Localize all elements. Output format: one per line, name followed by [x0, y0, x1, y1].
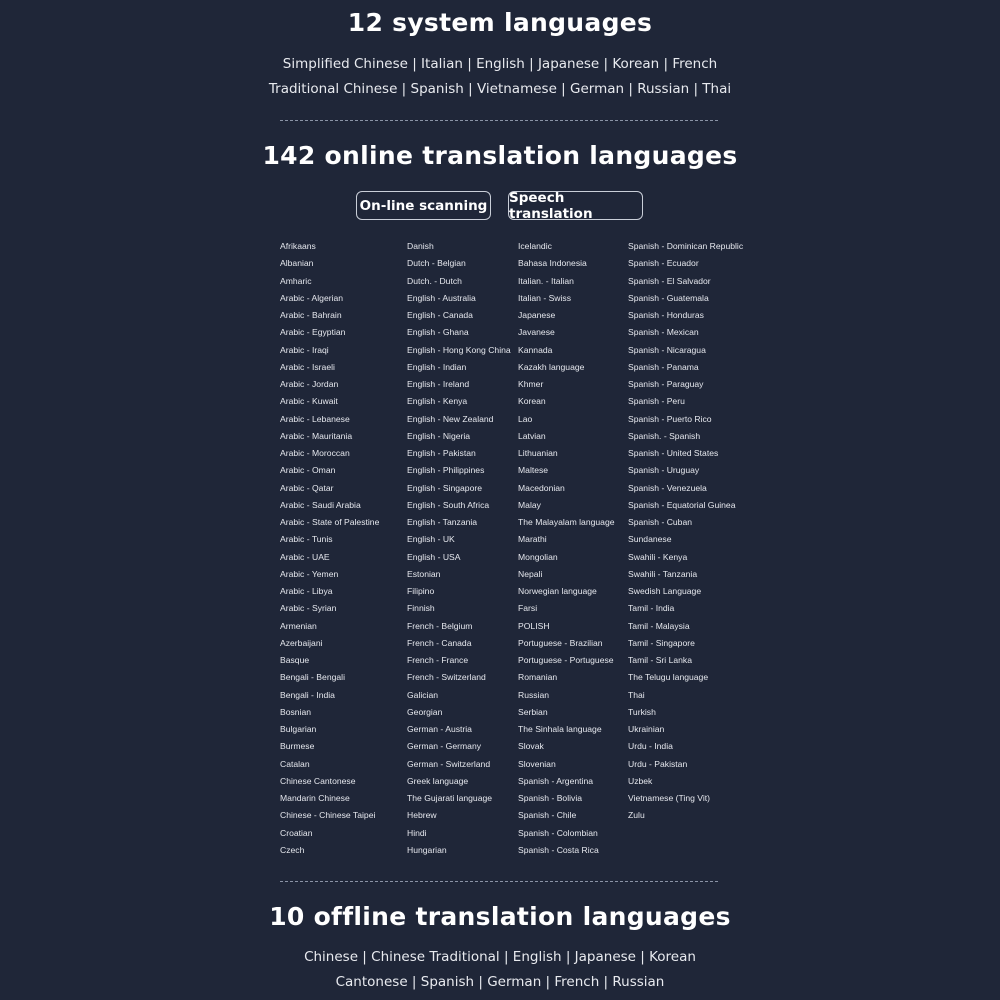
language-item: English - Hong Kong China [407, 344, 511, 355]
language-item: Tamil - Sri Lanka [628, 655, 692, 665]
language-item: French - France [407, 655, 469, 665]
language-item: Norwegian language [518, 586, 597, 596]
language-item: English - Kenya [407, 396, 468, 407]
language-item: Japanese [518, 310, 556, 320]
language-item: Czech [280, 844, 305, 855]
language-item: Maltese [518, 465, 549, 476]
language-item: Arabic - Israeli [280, 361, 335, 372]
language-item: Spanish - Puerto Rico [628, 413, 712, 424]
language-item: English - Tanzania [407, 517, 478, 527]
language-item: French - Belgium [407, 620, 473, 631]
language-item: POLISH [518, 620, 550, 631]
language-item: Tamil - Singapore [628, 637, 695, 648]
language-item: English - USA [407, 551, 461, 562]
language-item: Urdu - Pakistan [628, 758, 688, 769]
language-item: Estonian [407, 568, 441, 579]
language-item: Russian [518, 689, 550, 700]
language-item: Portuguese - Portuguese [518, 655, 614, 665]
language-item: Arabic - Egyptian [280, 327, 346, 338]
language-item: Italian. - Italian [518, 275, 574, 286]
language-item: Croatian [280, 827, 313, 838]
language-item: Finnish [407, 603, 435, 614]
language-item: Macedonian [518, 482, 565, 493]
language-item: German - Germany [407, 741, 482, 752]
language-item: The Sinhala language [518, 724, 602, 734]
language-item: English - UK [407, 534, 455, 545]
language-item: Tamil - India [628, 603, 675, 614]
language-item: Bengali - India [280, 689, 335, 700]
language-item: Marathi [518, 534, 547, 545]
online-scanning-button[interactable]: On-line scanning [356, 191, 491, 220]
language-item: Vietnamese (Ting Vit) [628, 793, 710, 803]
language-item: Lao [518, 413, 533, 424]
language-item: Spanish. - Spanish [628, 430, 701, 441]
language-item: Bengali - Bengali [280, 672, 345, 683]
language-item: Arabic - UAE [280, 551, 330, 562]
language-item: Mongolian [518, 551, 558, 562]
language-item: Albanian [280, 258, 314, 269]
language-item: Sundanese [628, 534, 672, 545]
language-item: Arabic - Bahrain [280, 310, 342, 320]
language-column-1 [280, 238, 379, 859]
section-divider-top [280, 120, 718, 121]
language-item: Italian - Swiss [518, 292, 572, 303]
language-item: Slovak [518, 741, 544, 752]
language-item: Spanish - Costa Rica [518, 844, 599, 855]
system-languages-line-1: Simplified Chinese | Italian | English | Japanese | Korean | French [282, 56, 718, 72]
language-item: Arabic - Libya [280, 586, 333, 596]
language-item: Spanish - Equatorial Guinea [628, 499, 736, 510]
language-item: Arabic - Syrian [280, 603, 337, 614]
language-item: Spanish - Mexican [628, 327, 699, 338]
language-item: Javanese [518, 327, 555, 338]
language-item: Danish [407, 241, 434, 251]
language-item: Spanish - Bolivia [518, 793, 583, 803]
language-item: Ukrainian [628, 724, 665, 734]
language-item: Spanish - Colombian [518, 827, 598, 838]
system-languages-line-2: Traditional Chinese | Spanish | Vietnamese | German | Russian | Thai [268, 81, 732, 97]
language-item: Spanish - Honduras [628, 310, 704, 320]
language-item: Spanish - Dominican Republic [628, 241, 744, 251]
language-item: The Malayalam language [518, 517, 615, 527]
language-item: Arabic - Yemen [280, 568, 339, 579]
language-item: The Gujarati language [407, 793, 493, 803]
language-column-4 [628, 238, 743, 825]
language-item: Spanish - El Salvador [628, 275, 711, 286]
language-item: Hungarian [407, 844, 447, 855]
language-item: English - Nigeria [407, 430, 471, 441]
language-item: Nepali [518, 568, 543, 579]
language-item: English - Indian [407, 361, 467, 372]
language-item: Zulu [628, 810, 645, 821]
language-item: Khmer [518, 379, 544, 389]
language-item: Turkish [628, 706, 656, 717]
language-item: Kazakh language [518, 361, 585, 372]
language-item: Swedish Language [628, 586, 702, 596]
language-item: Georgian [407, 706, 443, 717]
language-item: Malay [518, 499, 541, 510]
language-item: Spanish - Uruguay [628, 465, 700, 476]
language-item: Greek language [407, 775, 469, 786]
language-item: Chinese - Chinese Taipei [280, 810, 376, 821]
language-item: Basque [280, 655, 310, 665]
language-item: Arabic - Saudi Arabia [280, 499, 361, 510]
language-item: Bahasa Indonesia [518, 258, 587, 269]
language-item: Urdu - India [628, 741, 673, 752]
language-item: English - Singapore [407, 482, 483, 493]
language-item: The Telugu language [628, 672, 709, 683]
language-item: Spanish - Panama [628, 361, 699, 372]
language-item: German - Switzerland [407, 758, 491, 769]
language-item: Slovenian [518, 758, 556, 769]
language-item: Arabic - Iraqi [280, 344, 329, 355]
language-item: Spanish - United States [628, 448, 719, 458]
language-item: Spanish - Ecuador [628, 258, 699, 269]
language-item: German - Austria [407, 724, 472, 734]
language-item: Arabic - Jordan [280, 379, 339, 389]
language-item: Korean [518, 396, 546, 407]
language-item: Dutch. - Dutch [407, 275, 462, 286]
language-item: Lithuanian [518, 448, 558, 458]
language-item: Chinese Cantonese [280, 775, 356, 786]
language-item: English - Pakistan [407, 448, 476, 458]
language-item: Spanish - Venezuela [628, 482, 707, 493]
offline-languages-line-2: Cantonese | Spanish | German | French | Russian [335, 974, 665, 990]
language-item: Romanian [518, 672, 558, 683]
language-item: Swahili - Kenya [628, 551, 688, 562]
language-item: Bulgarian [280, 724, 317, 734]
language-item: Burmese [280, 741, 315, 752]
language-item: English - Australia [407, 292, 476, 303]
language-item: Arabic - Algerian [280, 292, 344, 303]
language-item: Arabic - Oman [280, 465, 336, 476]
language-item: Mandarin Chinese [280, 793, 350, 803]
language-item: Spanish - Paraguay [628, 379, 704, 389]
language-item: English - New Zealand [407, 413, 494, 424]
language-item: Serbian [518, 706, 548, 717]
language-item: Galician [407, 689, 439, 700]
section-divider-bottom [280, 881, 718, 882]
offline-languages-title: 10 offline translation languages [269, 902, 731, 931]
language-item: Bosnian [280, 706, 312, 717]
language-item: Spanish - Nicaragua [628, 344, 706, 355]
language-item: English - Ghana [407, 327, 469, 338]
language-item: Spanish - Argentina [518, 775, 594, 786]
language-item: Latvian [518, 430, 546, 441]
online-languages-title: 142 online translation languages [262, 141, 738, 170]
language-column-2 [407, 238, 511, 859]
language-item: Farsi [518, 603, 538, 614]
language-item: Amharic [280, 275, 312, 286]
language-item: Swahili - Tanzania [628, 568, 698, 579]
language-item: Dutch - Belgian [407, 258, 466, 269]
language-item: Arabic - Tunis [280, 534, 333, 545]
system-languages-title: 12 system languages [347, 8, 653, 37]
language-item: Arabic - Moroccan [280, 448, 350, 458]
language-item: French - Switzerland [407, 672, 486, 683]
language-item: Arabic - State of Palestine [280, 517, 380, 527]
language-item: Tamil - Malaysia [628, 620, 690, 631]
language-item: Thai [628, 689, 645, 700]
language-item: Spanish - Chile [518, 810, 577, 821]
language-item: Spanish - Guatemala [628, 292, 709, 303]
language-item: Icelandic [518, 241, 552, 251]
language-item: Hebrew [407, 810, 437, 821]
language-item: English - Philippines [407, 465, 485, 476]
language-item: Kannada [518, 344, 553, 355]
language-item: Arabic - Lebanese [280, 413, 350, 424]
language-item: Hindi [407, 827, 427, 838]
language-item: English - South Africa [407, 499, 490, 510]
language-item: Spanish - Cuban [628, 517, 693, 527]
language-item: English - Canada [407, 310, 473, 320]
language-item: French - Canada [407, 637, 472, 648]
language-item: Afrikaans [280, 241, 316, 251]
language-item: Arabic - Kuwait [280, 396, 338, 407]
language-item: Portuguese - Brazilian [518, 637, 603, 648]
language-column-3 [518, 238, 615, 859]
language-item: English - Ireland [407, 379, 470, 389]
language-item: Filipino [407, 586, 435, 596]
language-item: Spanish - Peru [628, 396, 685, 407]
language-item: Arabic - Mauritania [280, 430, 353, 441]
language-item: Armenian [280, 620, 317, 631]
offline-languages-line-1: Chinese | Chinese Traditional | English | Japanese | Korean [304, 949, 696, 965]
language-item: Catalan [280, 758, 310, 769]
language-item: Azerbaijani [280, 637, 323, 648]
speech-translation-button[interactable]: Speech translation [508, 191, 643, 220]
language-item: Arabic - Qatar [280, 482, 334, 493]
language-item: Uzbek [628, 775, 653, 786]
